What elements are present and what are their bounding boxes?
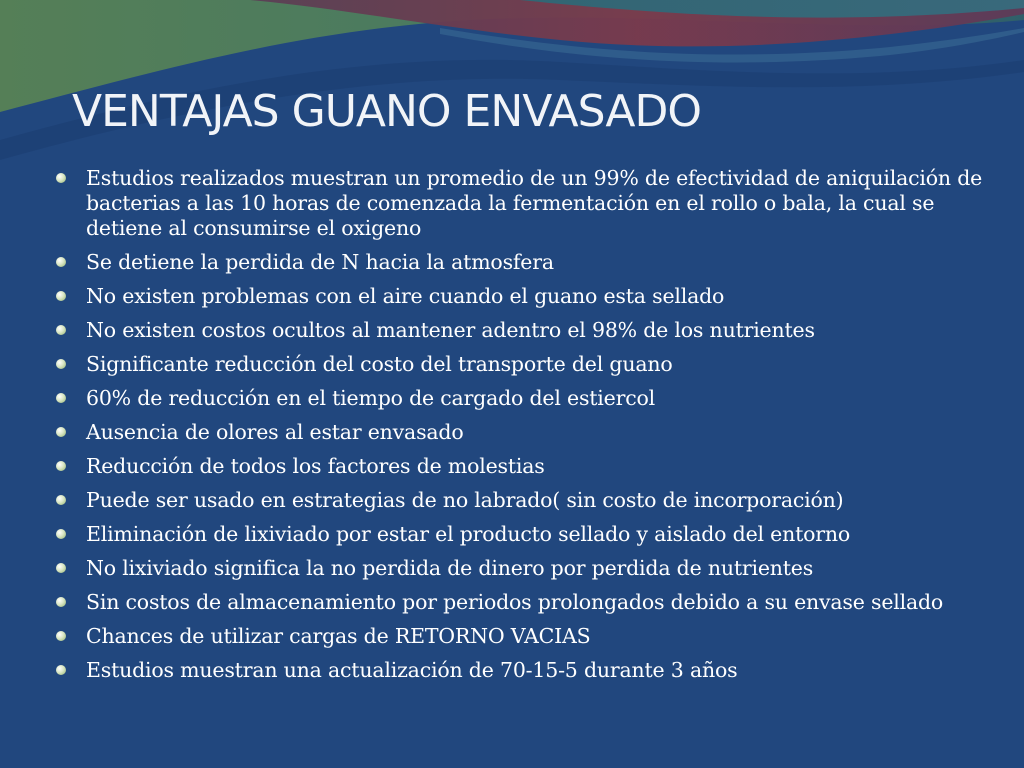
- bullet-dot-icon: [56, 495, 66, 505]
- bullet-dot-icon: [56, 427, 66, 437]
- bullet-list: [56, 166, 1006, 692]
- bullet-item: [56, 658, 1006, 683]
- bullet-text: No lixiviado significa la no perdida de dinero por perdida de nutrientes: [86, 556, 814, 580]
- bullet-dot-icon: [56, 461, 66, 471]
- bullet-dot-icon: [56, 257, 66, 267]
- bullet-text: Significante reducción del costo del transporte del guano: [86, 352, 673, 376]
- bullet-item: [56, 624, 1006, 649]
- bullet-item: [56, 556, 1006, 581]
- bullet-dot-icon: [56, 173, 66, 183]
- slide-title: VENTAJAS GUANO ENVASADO: [72, 86, 701, 137]
- bullet-text: Se detiene la perdida de N hacia la atmosfera: [86, 250, 554, 274]
- bullet-dot-icon: [56, 597, 66, 607]
- bullet-text: Estudios realizados muestran un promedio de un 99% de efectividad de aniquilación de bacterias a las 10 horas de comenzada la fermentación en el rollo o bala, la cual se detiene al consumirse el oxigeno: [86, 166, 983, 240]
- bullet-item: [56, 454, 1006, 479]
- bullet-text: Chances de utilizar cargas de RETORNO VACIAS: [86, 624, 591, 648]
- bullet-text: No existen problemas con el aire cuando el guano esta sellado: [86, 284, 725, 308]
- bullet-item: [56, 352, 1006, 377]
- bullet-item: [56, 318, 1006, 343]
- bullet-text: Eliminación de lixiviado por estar el producto sellado y aislado del entorno: [86, 522, 851, 546]
- bullet-text: Reducción de todos los factores de molestias: [86, 454, 545, 478]
- bullet-text: Sin costos de almacenamiento por periodos prolongados debido a su envase sellado: [86, 590, 944, 614]
- bullet-item: [56, 488, 1006, 513]
- bullet-text: Estudios muestran una actualización de 70-15-5 durante 3 años: [86, 658, 738, 682]
- bullet-dot-icon: [56, 359, 66, 369]
- bullet-dot-icon: [56, 393, 66, 403]
- bullet-item: [56, 522, 1006, 547]
- bullet-dot-icon: [56, 325, 66, 335]
- bullet-text: Ausencia de olores al estar envasado: [86, 420, 464, 444]
- bullet-item: [56, 590, 1006, 615]
- bullet-dot-icon: [56, 291, 66, 301]
- bullet-item: [56, 420, 1006, 445]
- bullet-dot-icon: [56, 529, 66, 539]
- bullet-dot-icon: [56, 665, 66, 675]
- bullet-text: Puede ser usado en estrategias de no labrado( sin costo de incorporación): [86, 488, 844, 512]
- bullet-text: 60% de reducción en el tiempo de cargado del estiercol: [86, 386, 655, 410]
- bullet-dot-icon: [56, 631, 66, 641]
- bullet-item: [56, 166, 1006, 241]
- bullet-item: [56, 386, 1006, 411]
- bullet-dot-icon: [56, 563, 66, 573]
- bullet-item: [56, 284, 1006, 309]
- bullet-text: No existen costos ocultos al mantener adentro el 98% de los nutrientes: [86, 318, 815, 342]
- bullet-item: [56, 250, 1006, 275]
